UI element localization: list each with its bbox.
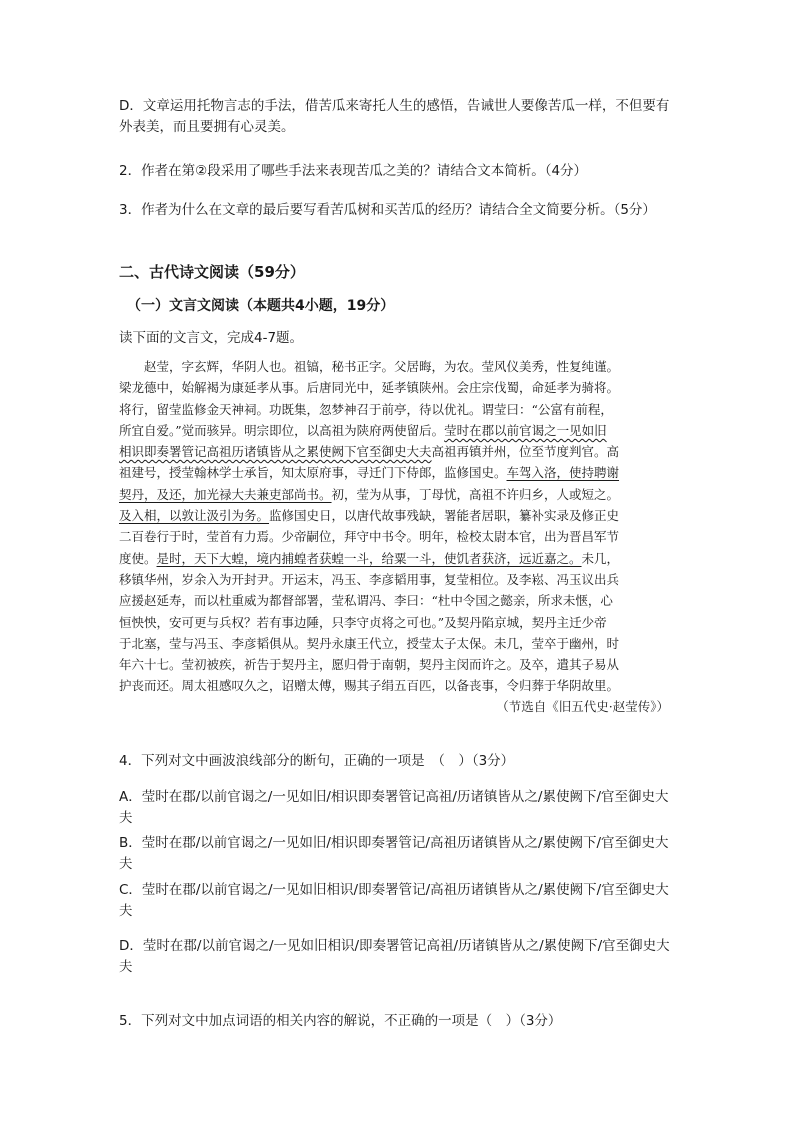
- wavy-underline-part1: 莹时在郡以前官谒之一见如旧: [444, 422, 607, 438]
- passage-line: 护丧而还。周太祖感叹久之，诏赠太傅，赐其子绢五百匹，以备丧事，令归葬于华阴故里。: [119, 678, 620, 694]
- question-4: 4．下列对文中画波浪线部分的断句，正确的一项是 （ ）（3分）: [119, 753, 515, 769]
- underline-sentence-1: 车驾入洛，使持聘谢: [506, 465, 620, 481]
- reading-instruction: 读下面的文言文，完成4-7题。: [119, 330, 304, 346]
- passage-line: 恒怏怏，安可更与兵权？若有事边陲，只李守贞将之可也。”及契丹陷京城，契丹主迁少帝: [119, 614, 607, 630]
- passage-line: 相识即奏署管记高祖历诸镇皆从之累使阙下官至御史大夫高祖再镇并州，位至节度判官。高: [119, 444, 620, 460]
- q4-option-a: A．莹时在郡/以前官谒之/一见如旧/相识即奏署管记高祖/历诸镇皆从之/累使阙下/官至御史大夫: [119, 789, 669, 826]
- q1-option-d: D．文章运用托物言志的手法，借苦瓜来寄托人生的感悟，告诫世人要像苦瓜一样，不但要有外表美，而且要拥有心灵美。: [119, 98, 670, 135]
- section-title: 二、古代诗文阅读（59分）: [119, 263, 305, 281]
- wavy-underline-part2: 相识即奏署管记高祖历诸镇皆从之累使阙下官至御史大夫: [119, 444, 432, 460]
- passage-line: 梁龙德中，始解褐为康延孝从事。后唐同光中，延孝镇陕州。会庄宗伐蜀，命延孝为骑将。: [119, 380, 620, 396]
- q4-option-b: B．莹时在郡/以前官谒之/一见如旧/相识即奏署管记/高祖历诸镇皆从之/累使阙下/官至御史大夫: [119, 835, 669, 872]
- underline-sentence-2: 是时，天下大蝗，境内捕蝗者获蝗一斗，给粟一斗，使饥者获济，远近嘉之。: [156, 550, 582, 566]
- passage-line: 度使。是时，天下大蝗，境内捕蝗者获蝗一斗，给粟一斗，使饥者获济，远近嘉之。未几，: [119, 550, 620, 566]
- classical-passage: [119, 356, 679, 697]
- passage-source: （节选自《旧五代史·赵莹传》）: [496, 699, 669, 714]
- q4-option-c: C．莹时在郡/以前官谒之/一见如旧相识/即奏署管记/高祖历诸镇皆从之/累使阙下/官至御史大夫: [119, 882, 669, 919]
- passage-line: 二百卷行于时，莹首有力焉。少帝嗣位，拜守中书令。明年，检校太尉本官，出为晋昌军节: [119, 529, 620, 545]
- passage-line: 将行，留莹监修金天神祠。功既集，忽梦神召于前亭，待以优礼。谓莹曰：“公富有前程，: [119, 401, 613, 417]
- passage-line: 移镇华州，岁余入为开封尹。开运末，冯玉、李彦韬用事，复莹相位。及李崧、冯玉议出兵: [119, 571, 620, 587]
- passage-line: 应援赵延寿，而以杜重威为都督部署，莹私谓冯、李曰：“杜中令国之懿亲，所求未惬，心: [119, 593, 613, 609]
- question-3: 3．作者为什么在文章的最后要写看苦瓜树和买苦瓜的经历？请结合全文简要分析。（5分）: [119, 202, 656, 218]
- q4-option-d: D．莹时在郡/以前官谒之/一见如旧相识/即奏署管记高祖/历诸镇皆从之/累使阙下/官至御史大夫: [119, 938, 670, 975]
- passage-line: 及入相，以敦让汲引为务。监修国史日，以唐代故事残缺，署能者居职，纂补实录及修正史: [119, 508, 620, 524]
- passage-line: 祖建号，授莹翰林学士承旨，知太原府事，寻迁门下侍郎，监修国史。车驾入洛，使持聘谢: [119, 465, 620, 481]
- passage-line: 所宜自爱。”觉而骇异。明宗即位，以高祖为陕府两使留后。莹时在郡以前官谒之一见如旧: [119, 422, 607, 438]
- passage-line: 契丹，及还，加光禄大夫兼吏部尚书。初，莹为从事，丁母忧，高祖不许归乡，人或短之。: [119, 486, 620, 502]
- question-2: 2．作者在第②段采用了哪些手法来表现苦瓜之美的？请结合文本简析。（4分）: [119, 163, 588, 179]
- passage-line: 年六十七。莹初被疾，祈告于契丹主，愿归骨于南朝，契丹主闵而许之。及卒，遣其子易从: [119, 657, 620, 673]
- passage-line: 于北塞，莹与冯玉、李彦韬俱从。契丹永康王代立，授莹太子太保。未几，莹卒于幽州，时: [119, 635, 620, 651]
- question-5: 5．下列对文中加点词语的相关内容的解说，不正确的一项是（ ）（3分）: [119, 1013, 562, 1029]
- subsection-title: （一）文言文阅读（本题共4小题，19分）: [127, 298, 395, 314]
- passage-line: 赵莹，字玄辉，华阴人也。祖镐，秘书正字。父居晦，为农。莹风仪美秀，性复纯谨。: [119, 359, 620, 374]
